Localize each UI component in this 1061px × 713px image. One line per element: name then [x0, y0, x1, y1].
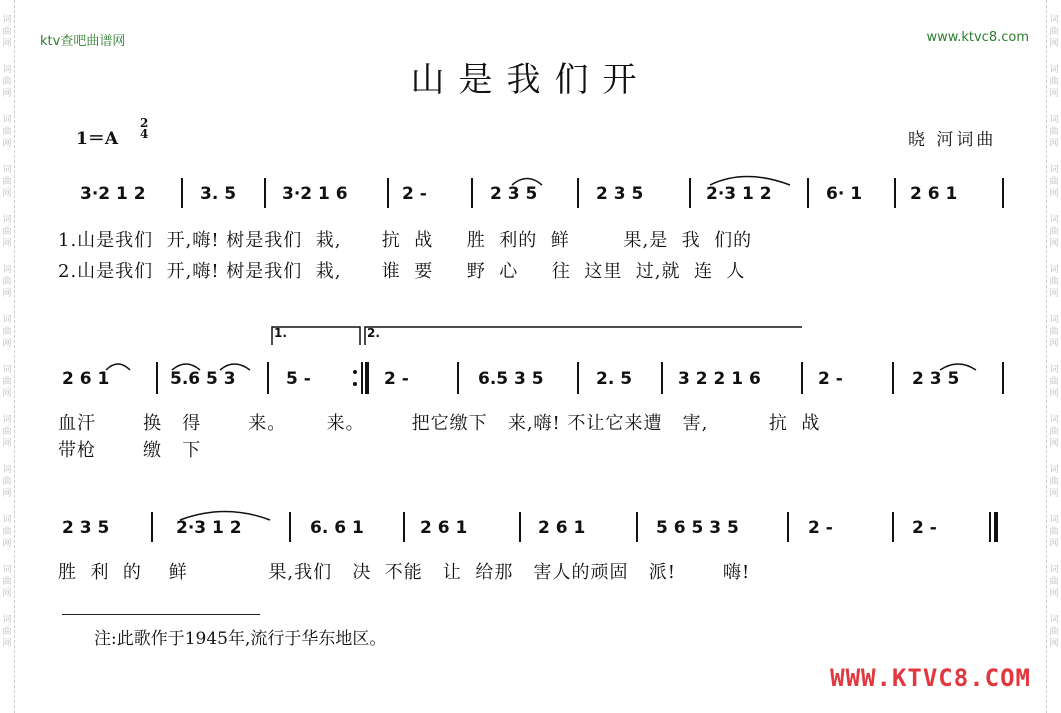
watermark-text: 词曲网 [1049, 165, 1059, 199]
measure: 2 6 1 [420, 518, 468, 538]
watermark-text: 词曲网 [2, 365, 12, 399]
watermark-text: 词曲网 [2, 65, 12, 99]
measure: 2 3 5 [596, 184, 644, 204]
measure: 5 - [286, 369, 311, 389]
measure: 2 - [402, 184, 427, 204]
watermark-text: 词曲网 [1049, 465, 1059, 499]
watermark-text: 词曲网 [2, 565, 12, 599]
watermark-text: 词曲网 [2, 315, 12, 349]
time-signature-bottom: 4 [140, 127, 149, 141]
watermark-text: 词曲网 [1049, 515, 1059, 549]
lyric-line-verse1: 胜 利 的 鲜 果,我们 决 不能 让 给那 害人的顽固 派! 嗨! [58, 562, 751, 583]
measure: 5 6 5 3 5 [656, 518, 739, 538]
watermark-text: 词曲网 [1049, 615, 1059, 649]
measure: 2 3 5 [490, 184, 538, 204]
watermark-text: 词曲网 [1049, 265, 1059, 299]
watermark-text: 词曲网 [2, 415, 12, 449]
measure: 2. 5 [596, 369, 633, 389]
measure: 2 - [818, 369, 843, 389]
watermark-text: 词曲网 [1049, 565, 1059, 599]
song-title: 山是我们开 [410, 60, 651, 100]
measure: 6· 1 [826, 184, 863, 204]
volta-2-bracket [365, 327, 802, 345]
repeat-dots [353, 370, 357, 386]
measure: 3. 5 [200, 184, 237, 204]
watermark-text: 词曲网 [2, 165, 12, 199]
credit-line: 晓 河词曲 [908, 130, 997, 150]
site-logo: WWW.KTVC8.COM [830, 664, 1031, 692]
watermark-text: 词曲网 [2, 615, 12, 649]
measure: 5.6 5 3 [170, 369, 236, 389]
watermark-text: 词曲网 [2, 115, 12, 149]
watermark-text: 词曲网 [1049, 415, 1059, 449]
measure: 2 6 1 [62, 369, 110, 389]
measure: 3·2 1 6 [282, 184, 348, 204]
lyric-line-verse2: 带枪 缴 下 [58, 440, 202, 461]
time-signature-top: 2 [140, 116, 149, 130]
key-signature: 1＝A [76, 129, 119, 149]
header-site-link-right[interactable]: www.ktvc8.com [926, 30, 1029, 45]
measure: 2 3 5 [912, 369, 960, 389]
watermark-text: 词曲网 [2, 465, 12, 499]
measure: 2 - [384, 369, 409, 389]
volta-2-label: 2. [367, 326, 380, 340]
watermark-text: 词曲网 [2, 15, 12, 49]
measure: 2 - [808, 518, 833, 538]
lyric-line-verse1: 血汗 换 得 来。 来。 把它缴下 来,嗨! 不让它来遭 害, 抗 战 [58, 413, 821, 434]
measure: 3·2 1 2 [80, 184, 146, 204]
measure: 2·3 1 2 [706, 184, 772, 204]
slur [106, 364, 130, 370]
volta-1-label: 1. [274, 326, 287, 340]
volta-brackets [272, 327, 802, 345]
watermark-text: 词曲网 [2, 265, 12, 299]
measure: 2 6 1 [538, 518, 586, 538]
header-site-link-left[interactable]: ktv查吧曲谱网 [40, 34, 126, 49]
watermark-text: 词曲网 [1049, 365, 1059, 399]
lyric-line-verse2: 2.山是我们 开,嗨! 树是我们 栽, 谁 要 野 心 往 这里 过,就 连 人 [58, 261, 746, 282]
measure: 2·3 1 2 [176, 518, 242, 538]
watermark-text: 词曲网 [1049, 15, 1059, 49]
watermark-text: 词曲网 [1049, 115, 1059, 149]
measure: 6.5 3 5 [478, 369, 544, 389]
measure: 2 3 5 [62, 518, 110, 538]
measure: 2 - [912, 518, 937, 538]
footnote: 注:此歌作于1945年,流行于华东地区。 [94, 629, 387, 649]
measure: 2 6 1 [910, 184, 958, 204]
watermark-text: 词曲网 [1049, 65, 1059, 99]
watermark-text: 词曲网 [2, 515, 12, 549]
measure: 3 2 2 1 6 [678, 369, 761, 389]
lyric-line-verse1: 1.山是我们 开,嗨! 树是我们 栽, 抗 战 胜 利的 鲜 果,是 我 们的 [58, 230, 753, 251]
footnote-rule [62, 614, 260, 615]
watermark-text: 词曲网 [1049, 315, 1059, 349]
watermark-text: 词曲网 [1049, 215, 1059, 249]
watermark-text: 词曲网 [2, 215, 12, 249]
line2-barlines [157, 362, 1003, 394]
measure: 6. 6 1 [310, 518, 364, 538]
